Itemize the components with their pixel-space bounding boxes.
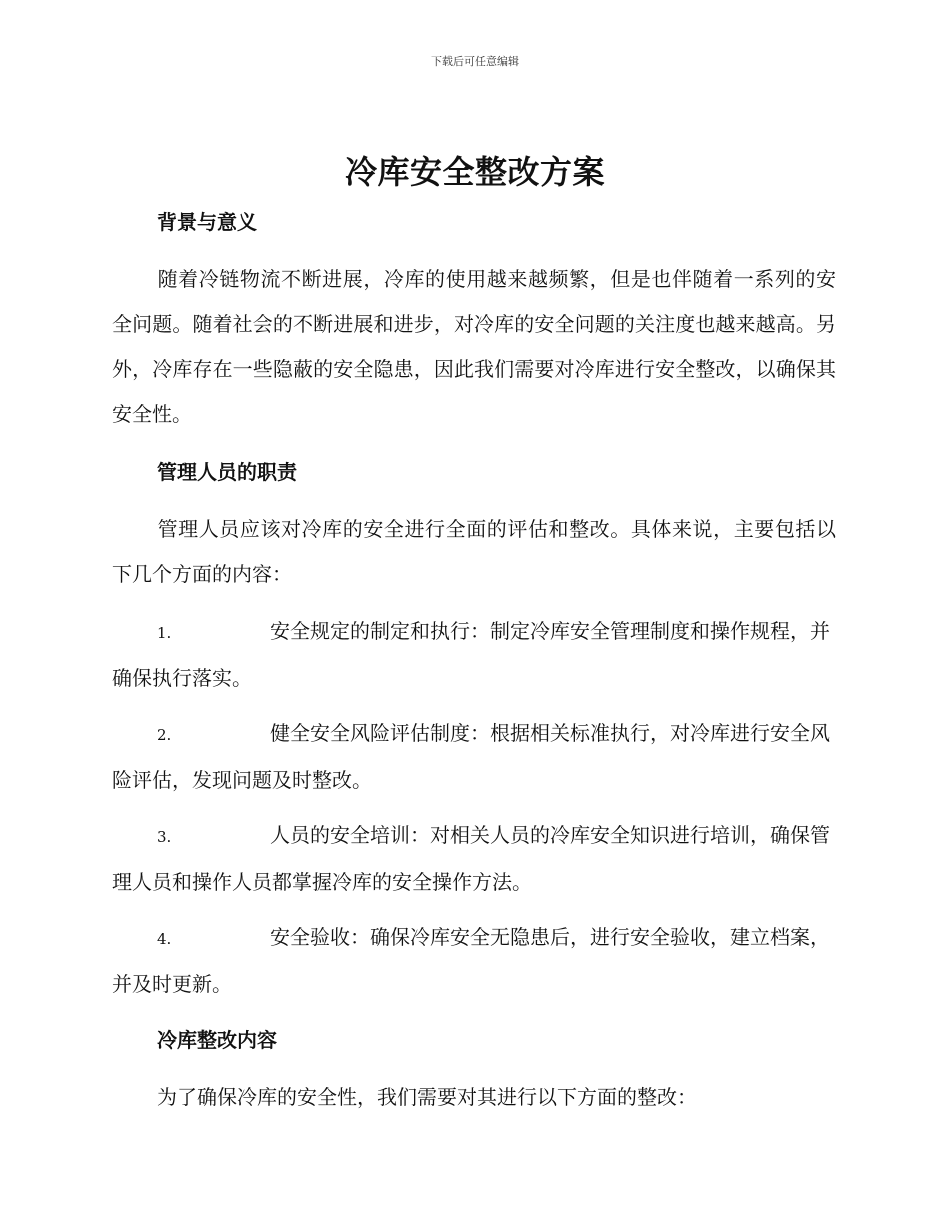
list-item bbox=[112, 711, 836, 803]
list-item bbox=[112, 609, 836, 701]
paragraph-management-text: 管理人员应该对冷库的安全进行全面的评估和整改。具体来说，主要包括以下几个方面的内容： bbox=[112, 517, 836, 586]
list-item-number: 4. bbox=[157, 930, 172, 948]
paragraph-management bbox=[112, 507, 836, 597]
list-item bbox=[112, 915, 836, 1007]
list-item-text: 安全规定的制定和执行：制定冷库安全管理制度和操作规程，并确保执行落实。 bbox=[112, 619, 830, 690]
list-item-text: 安全验收：确保冷库安全无隐患后，进行安全验收，建立档案，并及时更新。 bbox=[112, 925, 830, 996]
section-heading-rectification: 冷库整改内容 bbox=[157, 1028, 277, 1052]
page-title: 冷库安全整改方案 bbox=[344, 153, 605, 191]
paragraph-rectification-text: 为了确保冷库的安全性，我们需要对其进行以下方面的整改： bbox=[157, 1085, 697, 1109]
header-note: 下载后可任意编辑 bbox=[431, 55, 519, 68]
list-item-number: 2. bbox=[157, 726, 172, 744]
paragraph-rectification bbox=[112, 1075, 836, 1120]
list-item-text: 人员的安全培训：对相关人员的冷库安全知识进行培训，确保管理人员和操作人员都掌握冷库的安全操作方法。 bbox=[112, 823, 830, 894]
list-item-text: 健全安全风险评估制度：根据相关标准执行，对冷库进行安全风险评估，发现问题及时整改。 bbox=[112, 721, 830, 792]
list-item-number: 1. bbox=[157, 624, 172, 642]
paragraph-background-text: 随着冷链物流不断进展，冷库的使用越来越频繁，但是也伴随着一系列的安全问题。随着社会的不断进展和进步，对冷库的安全问题的关注度也越来越高。另外，冷库存在一些隐蔽的安全隐患，因此我们需要对冷库进行安全整改，以确保其安全性。 bbox=[112, 267, 836, 426]
paragraph-background bbox=[112, 257, 836, 437]
list-item bbox=[112, 813, 836, 905]
list-item-number: 3. bbox=[157, 828, 172, 846]
section-heading-background: 背景与意义 bbox=[157, 210, 257, 234]
section-heading-management: 管理人员的职责 bbox=[157, 460, 297, 484]
